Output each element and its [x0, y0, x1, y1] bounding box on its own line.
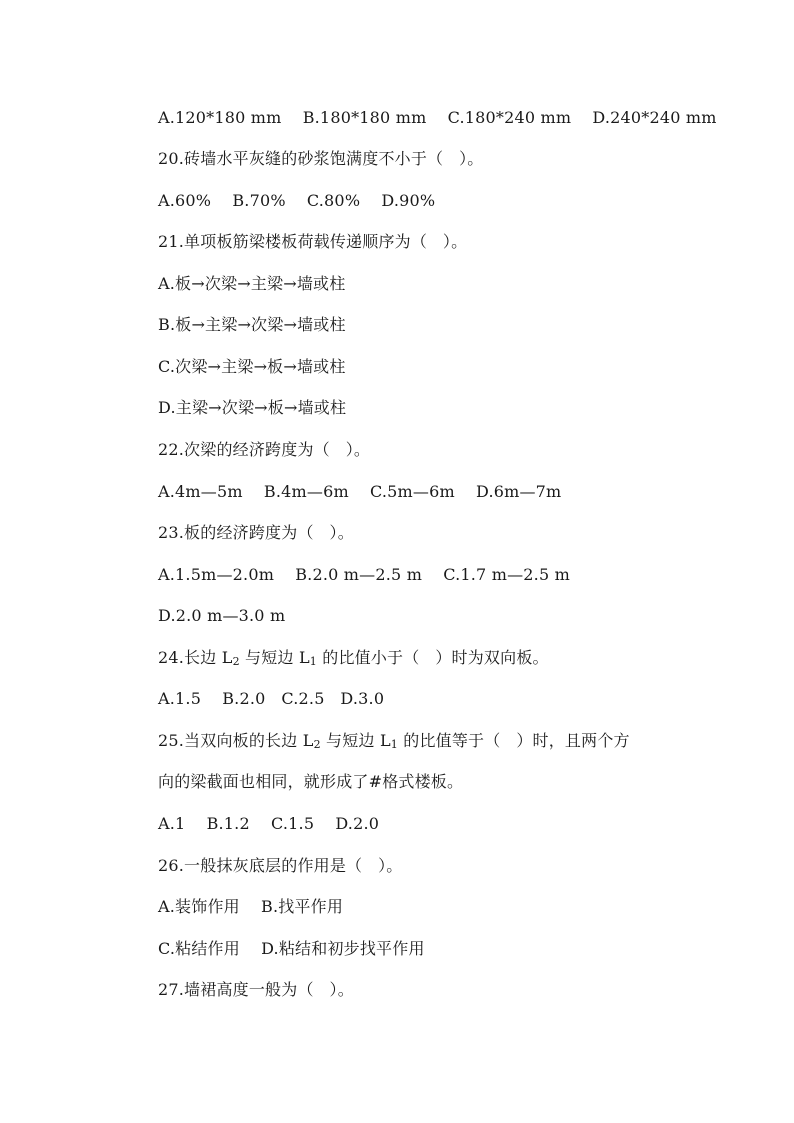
q23-options-abc: A.1.5m—2.0m B.2.0 m—2.5 m C.1.7 m—2.5 m: [158, 565, 570, 584]
q21-option-c: C.次梁→主梁→板→墙或柱: [158, 357, 346, 376]
q26-options-cd: C.粘结作用 D.粘结和初步找平作用: [158, 939, 425, 958]
q20-options: A.60% B.70% C.80% D.90%: [158, 191, 436, 210]
q22-question: 22.次梁的经济跨度为（ ）。: [158, 440, 371, 459]
q20-question: 20.砖墙水平灰缝的砂浆饱满度不小于（ ）。: [158, 149, 484, 168]
q19-options: A.120*180 mm B.180*180 mm C.180*240 mm D.240*240 mm: [158, 108, 717, 127]
q21-question: 21.单项板筋梁楼板荷载传递顺序为（ ）。: [158, 232, 468, 251]
q23-option-d: D.2.0 m—3.0 m: [158, 606, 286, 625]
q25-question-cont: 向的梁截面也相同，就形成了#格式楼板。: [158, 772, 464, 791]
q26-question: 26.一般抹灰底层的作用是（ ）。: [158, 856, 403, 875]
q21-option-b: B.板→主梁→次梁→墙或柱: [158, 315, 346, 334]
q21-option-d: D.主梁→次梁→板→墙或柱: [158, 398, 347, 417]
q25-options: A.1 B.1.2 C.1.5 D.2.0: [158, 814, 380, 833]
q23-question: 23.板的经济跨度为（ ）。: [158, 523, 354, 542]
q27-question: 27.墙裙高度一般为（ ）。: [158, 980, 354, 999]
q21-option-a: A.板→次梁→主梁→墙或柱: [158, 274, 346, 293]
q22-options: A.4m—5m B.4m—6m C.5m—6m D.6m—7m: [158, 482, 562, 501]
q25-question: 25.当双向板的长边 L2 与短边 L1 的比值等于（ ）时，且两个方: [158, 731, 630, 751]
q24-question: 24.长边 L2 与短边 L1 的比值小于（ ）时为双向板。: [158, 648, 549, 668]
q26-options-ab: A.装饰作用 B.找平作用: [158, 897, 344, 916]
q24-options: A.1.5 B.2.0 C.2.5 D.3.0: [158, 689, 385, 708]
